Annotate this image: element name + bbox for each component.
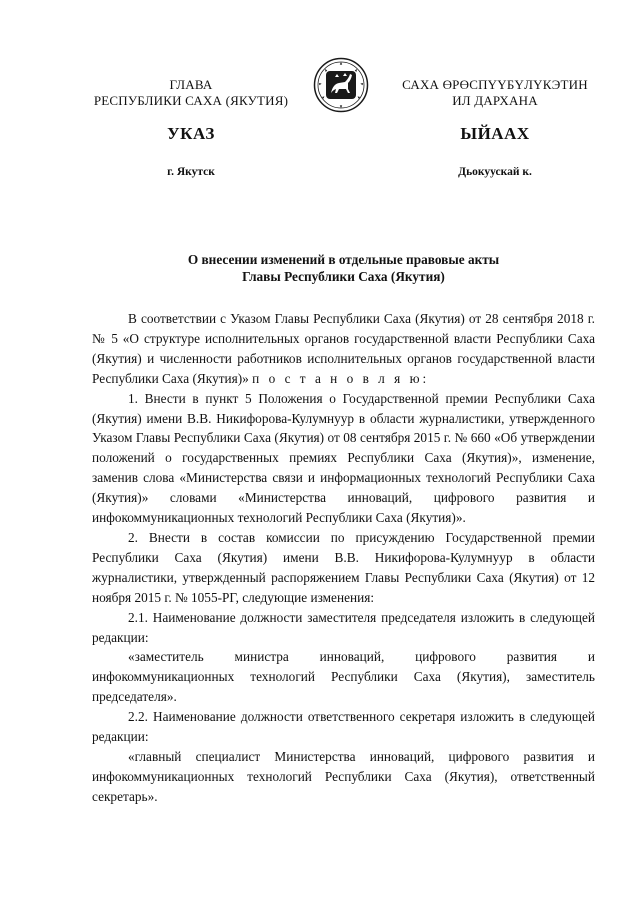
preamble-text: В соответствии с Указом Главы Республики Саха (Якутия) от 28 сентября 2018 г. № 5 «О структуре исполнительных органов государственной власти Республики Саха (Якутия) и численности работников исполнительных органов государственной власти Республики Саха (Якутия)» <box>92 311 595 386</box>
decree-word-sah: ЫЙААХ <box>460 124 530 143</box>
decree-word-ru: УКАЗ <box>167 124 215 143</box>
paragraph-2-1-quote: «заместитель министра инноваций, цифрового развития и инфокоммуникационных технологий Республики Саха (Якутия), заместитель председателя». <box>92 649 595 705</box>
title-line1: О внесении изменений в отдельные правовые акты <box>187 252 500 267</box>
title-line2: Главы Республики Саха (Якутия) <box>242 269 445 284</box>
city-ru: г. Якутск <box>167 166 215 178</box>
preamble-paragraph <box>92 309 595 389</box>
decree-keyword: п о с т а н о в л я ю: <box>252 370 430 386</box>
header-right <box>385 77 605 109</box>
coat-of-arms-icon <box>313 57 369 113</box>
header-left-line2: РЕСПУБЛИКИ САХА (ЯКУТИЯ) <box>93 93 289 108</box>
header-left-line1: ГЛАВА <box>169 77 213 92</box>
city-sah: Дьокуускай к. <box>458 166 532 178</box>
document-title <box>92 251 595 285</box>
paragraph-2: 2. Внести в состав комиссии по присуждению Государственной премии Республики Саха (Якутия) имени В.В. Никифорова-Кулумнуур в области журналистики, утвержденный распоряжением Главы Республики Саха (Якутия) от 12 ноября 2015 г. № 1055-РГ, следующие изменения: <box>92 529 595 605</box>
document-body <box>92 309 595 807</box>
paragraph-2-1: 2.1. Наименование должности заместителя председателя изложить в следующей редакции: <box>92 609 595 645</box>
header-left <box>80 77 302 109</box>
paragraph-1: 1. Внести в пункт 5 Положения о Государственной премии Республики Саха (Якутия) имени В.В. Никифорова-Кулумнуур в области журналистики, утвержденного Указом Главы Республики Саха (Якутия) от 08 сентября 2015 г. № 660 «Об утверждении положений о государственных премиях Республики Саха (Якутия)», изменение, заменив слова «Министерства связи и информационных технологий Республики Саха (Якутия)» словами «Министерства инноваций, цифрового развития и инфокоммуникационных технологий Республики Саха (Якутия)». <box>92 390 595 526</box>
paragraph-2-2: 2.2. Наименование должности ответственного секретаря изложить в следующей редакции: <box>92 709 595 745</box>
header-right-line1: САХА ӨРӨСПҮҮБҮЛҮКЭТИН <box>402 77 588 92</box>
paragraph-2-2-quote: «главный специалист Министерства инноваций, цифрового развития и инфокоммуникационных технологий Республики Саха (Якутия), ответственный секретарь». <box>92 748 595 804</box>
header-right-line2: ИЛ ДАРХАНА <box>452 93 538 108</box>
